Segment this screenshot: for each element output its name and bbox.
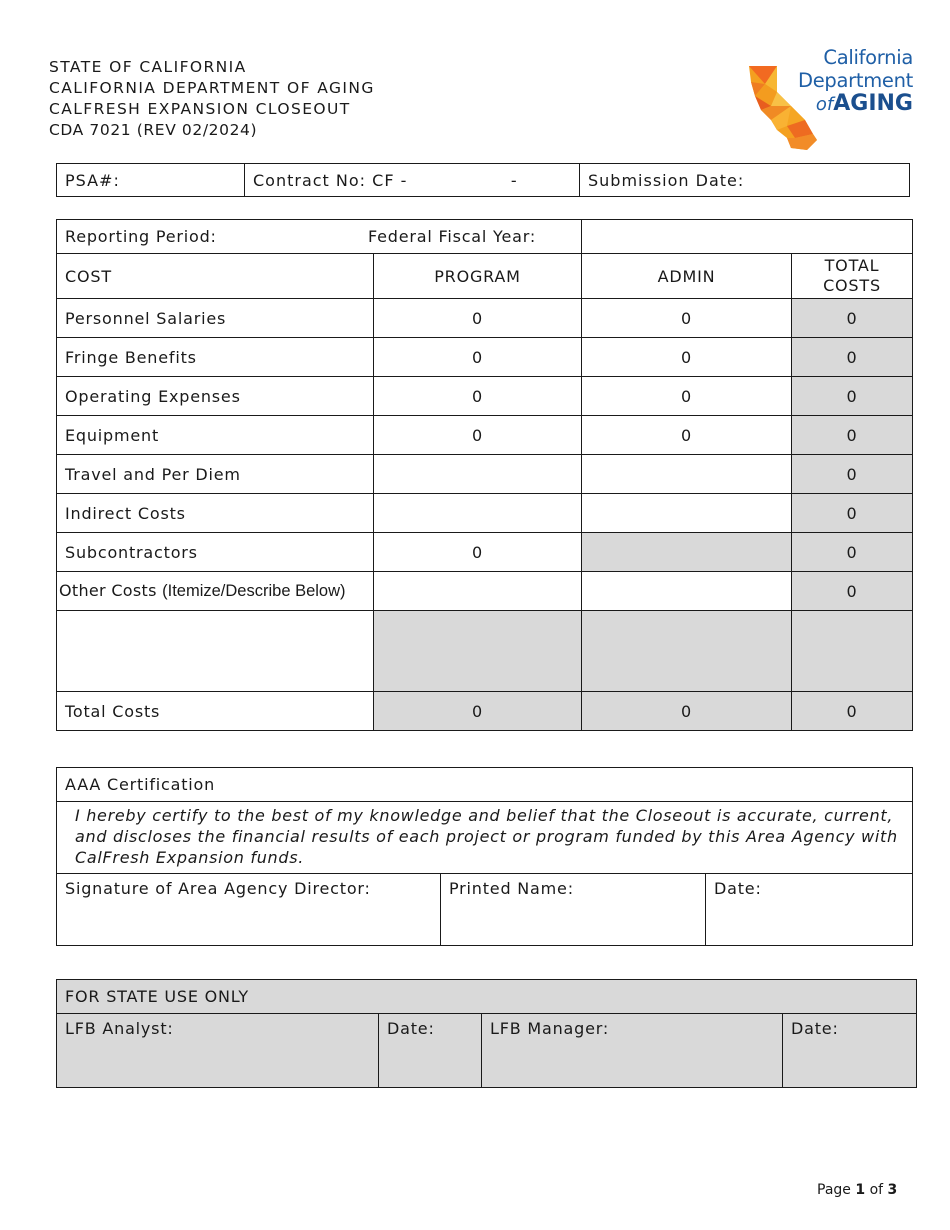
form-header	[49, 57, 375, 141]
admin-cell	[582, 533, 792, 572]
total-cell: 0	[792, 494, 913, 533]
analyst-date-field[interactable]: Date:	[379, 1014, 482, 1088]
total-program-cell: 0	[374, 692, 582, 731]
table-row	[57, 533, 913, 572]
psa-field[interactable]: PSA#:	[57, 164, 245, 197]
header-admin: ADMIN	[582, 254, 792, 299]
state-use-title: FOR STATE USE ONLY	[57, 980, 917, 1014]
row-label: Indirect Costs	[57, 494, 374, 533]
header-cost: COST	[57, 254, 374, 299]
header-form-number: CDA 7021 (REV 02/2024)	[49, 121, 258, 139]
current-page: 1	[855, 1182, 866, 1198]
page-number	[817, 1182, 897, 1198]
printed-name-field[interactable]: Printed Name:	[441, 874, 706, 946]
table-row	[57, 299, 913, 338]
logo-text-department: Department	[798, 69, 913, 92]
page-label: Page	[817, 1182, 851, 1198]
state-use-table	[56, 979, 917, 1088]
row-label: Fringe Benefits	[57, 338, 374, 377]
table-row	[57, 572, 913, 611]
total-admin-cell: 0	[582, 692, 792, 731]
certification-statement: I hereby certify to the best of my knowledge and belief that the Closeout is accurate, current, and discloses the financial results of each project or program funded by this Area Agency with CalFresh Expansion funds.	[57, 802, 913, 874]
total-pages: 3	[887, 1182, 898, 1198]
submission-date-field[interactable]: Submission Date:	[580, 164, 910, 197]
admin-cell[interactable]: 0	[582, 416, 792, 455]
table-row	[57, 494, 913, 533]
total-cell: 0	[792, 338, 913, 377]
federal-fiscal-year-field[interactable]	[368, 220, 913, 254]
itemize-note: (Itemize/Describe Below)	[162, 582, 346, 600]
admin-cell[interactable]	[582, 455, 792, 494]
lfb-manager-field[interactable]: LFB Manager:	[482, 1014, 783, 1088]
program-cell[interactable]: 0	[374, 299, 582, 338]
program-cell[interactable]	[374, 455, 582, 494]
admin-cell[interactable]	[582, 572, 792, 611]
admin-cell[interactable]	[582, 494, 792, 533]
info-table	[56, 163, 910, 197]
table-row	[57, 377, 913, 416]
total-total-cell: 0	[792, 692, 913, 731]
header-total-costs: TOTAL COSTS	[792, 254, 913, 299]
itemize-admin-cell	[582, 611, 792, 692]
admin-cell[interactable]: 0	[582, 299, 792, 338]
total-cell: 0	[792, 572, 913, 611]
row-label: Personnel Salaries	[57, 299, 374, 338]
contract-number-field[interactable]: Contract No: CF - -	[245, 164, 580, 197]
row-label: Travel and Per Diem	[57, 455, 374, 494]
lfb-analyst-field[interactable]: LFB Analyst:	[57, 1014, 379, 1088]
row-label	[57, 572, 374, 611]
row-label: Subcontractors	[57, 533, 374, 572]
logo-text-aging: AGING	[833, 91, 913, 116]
total-cell: 0	[792, 455, 913, 494]
admin-cell[interactable]: 0	[582, 338, 792, 377]
program-cell[interactable]: 0	[374, 533, 582, 572]
total-cell: 0	[792, 416, 913, 455]
total-cell: 0	[792, 377, 913, 416]
itemize-program-cell	[374, 611, 582, 692]
row-label: Equipment	[57, 416, 374, 455]
logo-text-of: of	[815, 94, 834, 115]
itemize-row	[57, 611, 913, 692]
director-signature-field[interactable]: Signature of Area Agency Director:	[57, 874, 441, 946]
total-row	[57, 692, 913, 731]
reporting-period-field[interactable]: Reporting Period:	[57, 220, 582, 254]
table-row	[57, 416, 913, 455]
logo-text-california: California	[823, 46, 913, 69]
program-cell[interactable]: 0	[374, 377, 582, 416]
page-of: of	[869, 1182, 884, 1198]
row-label: Operating Expenses	[57, 377, 374, 416]
certification-table	[56, 767, 913, 946]
certification-date-field[interactable]: Date:	[706, 874, 913, 946]
manager-date-field[interactable]: Date:	[783, 1014, 917, 1088]
certification-title: AAA Certification	[57, 768, 913, 802]
program-cell[interactable]	[374, 572, 582, 611]
other-costs-label: Other Costs	[59, 581, 157, 600]
header-form-title: CALFRESH EXPANSION CLOSEOUT	[49, 100, 351, 118]
federal-fiscal-year-label: Federal Fiscal Year:	[368, 227, 537, 246]
program-cell[interactable]	[374, 494, 582, 533]
total-row-label: Total Costs	[57, 692, 374, 731]
header-state: STATE OF CALIFORNIA	[49, 58, 247, 76]
total-cell: 0	[792, 533, 913, 572]
itemize-total-cell	[792, 611, 913, 692]
header-program: PROGRAM	[374, 254, 582, 299]
header-department: CALIFORNIA DEPARTMENT OF AGING	[49, 79, 375, 97]
table-row	[57, 455, 913, 494]
program-cell[interactable]: 0	[374, 416, 582, 455]
table-row	[57, 338, 913, 377]
total-cell: 0	[792, 299, 913, 338]
cda-logo	[747, 46, 917, 152]
cost-table	[56, 219, 913, 731]
program-cell[interactable]: 0	[374, 338, 582, 377]
itemize-description-cell[interactable]	[57, 611, 374, 692]
admin-cell[interactable]: 0	[582, 377, 792, 416]
